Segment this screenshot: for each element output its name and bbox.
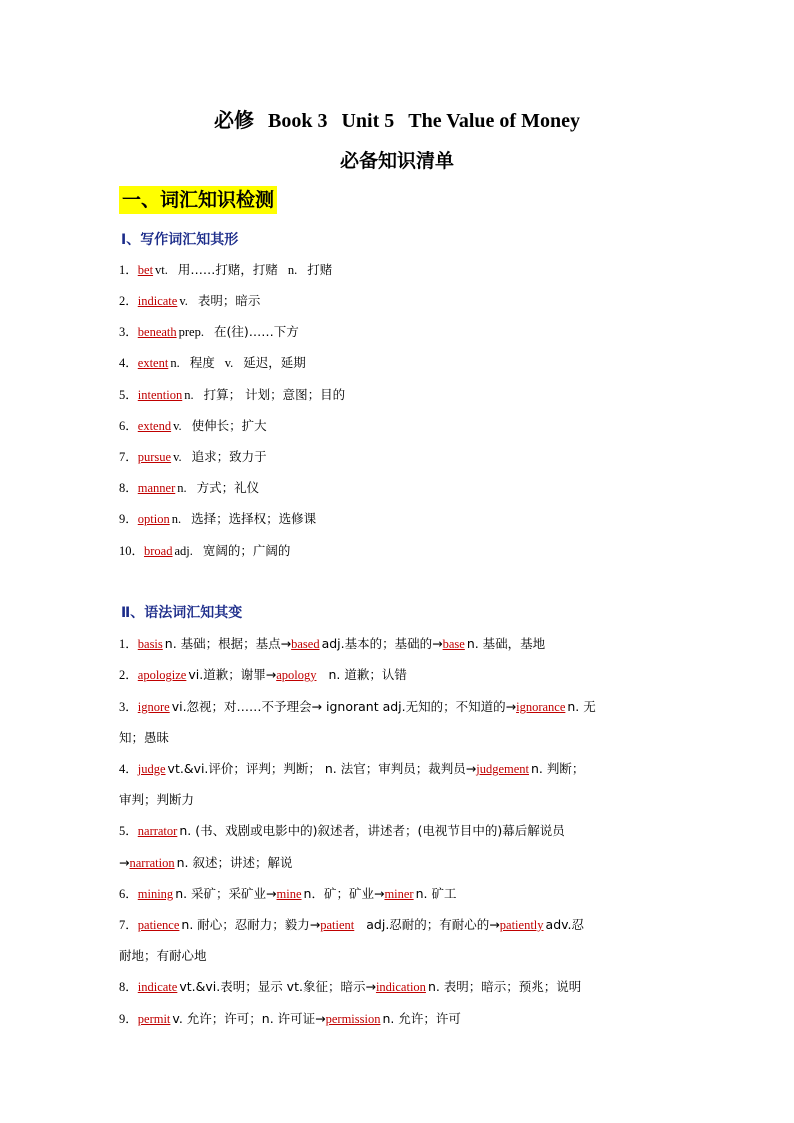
subsection-heading-writing: Ⅰ、写作词汇知其形 xyxy=(121,232,239,248)
answer-word: manner xyxy=(137,481,176,495)
answer-word: pursue xyxy=(137,450,172,464)
answer-word: broad xyxy=(144,544,173,558)
document-title xyxy=(0,104,794,133)
grammar-item: 3．ignore vi.忽视；对……不予理会→ ignorant adj.无知的；不知道的→ignorance n. 无 xyxy=(119,699,596,714)
answer-word: patience xyxy=(137,918,180,932)
vocab-item: 5．intention n. 打算； 计划；意图；目的 xyxy=(119,387,346,402)
section-heading-vocabulary: 一、词汇知识检测 xyxy=(119,186,277,214)
answer-word: extend xyxy=(137,419,172,433)
answer-word: judge xyxy=(137,762,166,776)
answer-word: permission xyxy=(325,1012,381,1026)
document-subtitle: 必备知识清单 xyxy=(339,150,454,172)
grammar-item-continued: →narration n. 叙述；讲述；解说 xyxy=(119,855,293,870)
vocab-item: 2．indicate v. 表明；暗示 xyxy=(119,293,261,308)
grammar-item: 1．basis n. 基础；根据；基点→based adj.基本的；基础的→base n. 基础，基地 xyxy=(119,636,546,651)
grammar-item: 2．apologize vi.道歉；谢罪→apology n. 道歉；认错 xyxy=(119,667,407,682)
answer-word: indicate xyxy=(137,294,178,308)
title-compulsory: 必修 xyxy=(214,110,255,132)
title-name: The Value of Money xyxy=(408,110,580,132)
grammar-item-continued: 审判；判断力 xyxy=(119,792,195,807)
vocab-item: 6．extend v. 使伸长；扩大 xyxy=(119,418,267,433)
grammar-item-continued: 耐地；有耐心地 xyxy=(119,948,207,963)
grammar-item: 5．narrator n. (书、戏剧或电影中的)叙述者，讲述者；(电视节目中的)幕后解说员 xyxy=(119,823,565,838)
answer-word: mining xyxy=(137,887,174,901)
grammar-item-continued: 知；愚昧 xyxy=(119,730,170,745)
answer-word: mine xyxy=(276,887,302,901)
answer-word: beneath xyxy=(137,325,177,339)
title-book: Book 3 xyxy=(268,110,328,132)
vocab-item: 1．bet vt. 用……打赌，打赌 n. 打赌 xyxy=(119,262,333,277)
title-unit: Unit 5 xyxy=(341,110,395,132)
vocab-item: 9．option n. 选择；选择权；选修课 xyxy=(119,511,317,526)
answer-word: base xyxy=(442,637,465,651)
answer-word: bet xyxy=(137,263,154,277)
answer-word: ignorance xyxy=(516,700,566,714)
answer-word: based xyxy=(291,637,320,651)
grammar-item: 9．permit v. 允许；许可；n. 许可证→permission n. 允许；许可 xyxy=(119,1011,461,1026)
vocab-item: 4．extent n. 程度 v. 延迟，延期 xyxy=(119,355,306,370)
grammar-item: 8．indicate vt.&vi.表明；显示 vt.象征；暗示→indication n. 表明；暗示；预兆；说明 xyxy=(119,979,582,994)
answer-word: miner xyxy=(384,887,414,901)
vocab-item: 10．broad adj. 宽阔的；广阔的 xyxy=(119,543,291,558)
vocab-item: 8．manner n. 方式；礼仪 xyxy=(119,480,260,495)
answer-word: ignore xyxy=(137,700,170,714)
answer-word: narrator xyxy=(137,824,178,838)
answer-word: indication xyxy=(375,980,426,994)
answer-word: indicate xyxy=(137,980,178,994)
answer-word: permit xyxy=(137,1012,171,1026)
answer-word: patient xyxy=(320,918,355,932)
vocab-item: 3．beneath prep. 在(往)……下方 xyxy=(119,324,299,339)
vocab-item: 7．pursue v. 追求；致力于 xyxy=(119,449,267,464)
subsection-heading-grammar: Ⅱ、语法词汇知其变 xyxy=(121,605,243,621)
answer-word: intention xyxy=(137,388,183,402)
answer-word: judgement xyxy=(476,762,529,776)
grammar-item: 7．patience n. 耐心；忍耐力；毅力→patient adj.忍耐的；有耐心的→patiently adv.忍 xyxy=(119,917,585,932)
answer-word: patiently xyxy=(499,918,544,932)
answer-word: extent xyxy=(137,356,169,370)
answer-word: apology xyxy=(276,668,317,682)
grammar-item: 4．judge vt.&vi.评价；评判；判断； n. 法官；审判员；裁判员→judgement n. 判断； xyxy=(119,761,585,776)
answer-word: basis xyxy=(137,637,163,651)
answer-word: option xyxy=(137,512,170,526)
answer-word: apologize xyxy=(137,668,187,682)
grammar-item: 6．mining n. 采矿；采矿业→mine n．矿；矿业→miner n. 矿工 xyxy=(119,886,457,901)
answer-word: narration xyxy=(129,856,175,870)
